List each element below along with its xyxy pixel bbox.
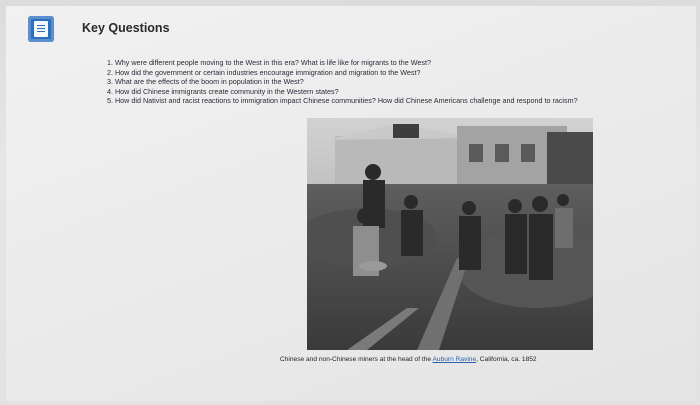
document-icon[interactable]	[28, 16, 54, 42]
questions-list	[107, 58, 578, 106]
page-title: Key Questions	[82, 21, 170, 35]
question-item: 2. How did the government or certain industries encourage immigration and migration to the West?	[107, 67, 421, 77]
caption-text: Chinese and non-Chinese miners at the head of the	[280, 356, 433, 363]
auburn-ravine-link[interactable]: Auburn Ravine	[432, 356, 477, 363]
photo-caption	[280, 356, 537, 363]
caption-date: , California, ca. 1852	[476, 356, 537, 363]
historical-photo	[307, 118, 593, 350]
question-item: 4. How did Chinese immigrants create community in the Western states?	[107, 86, 339, 96]
question-item: 5. How did Nativist and racist reactions to immigration impact Chinese communities? How did Chinese Americans challenge and respond to racism?	[107, 96, 578, 106]
question-item: 1. Why were different people moving to the West in this era? What is life like for migrants to the West?	[107, 58, 431, 67]
question-item: 3. What are the effects of the boom in population in the West?	[107, 77, 304, 87]
